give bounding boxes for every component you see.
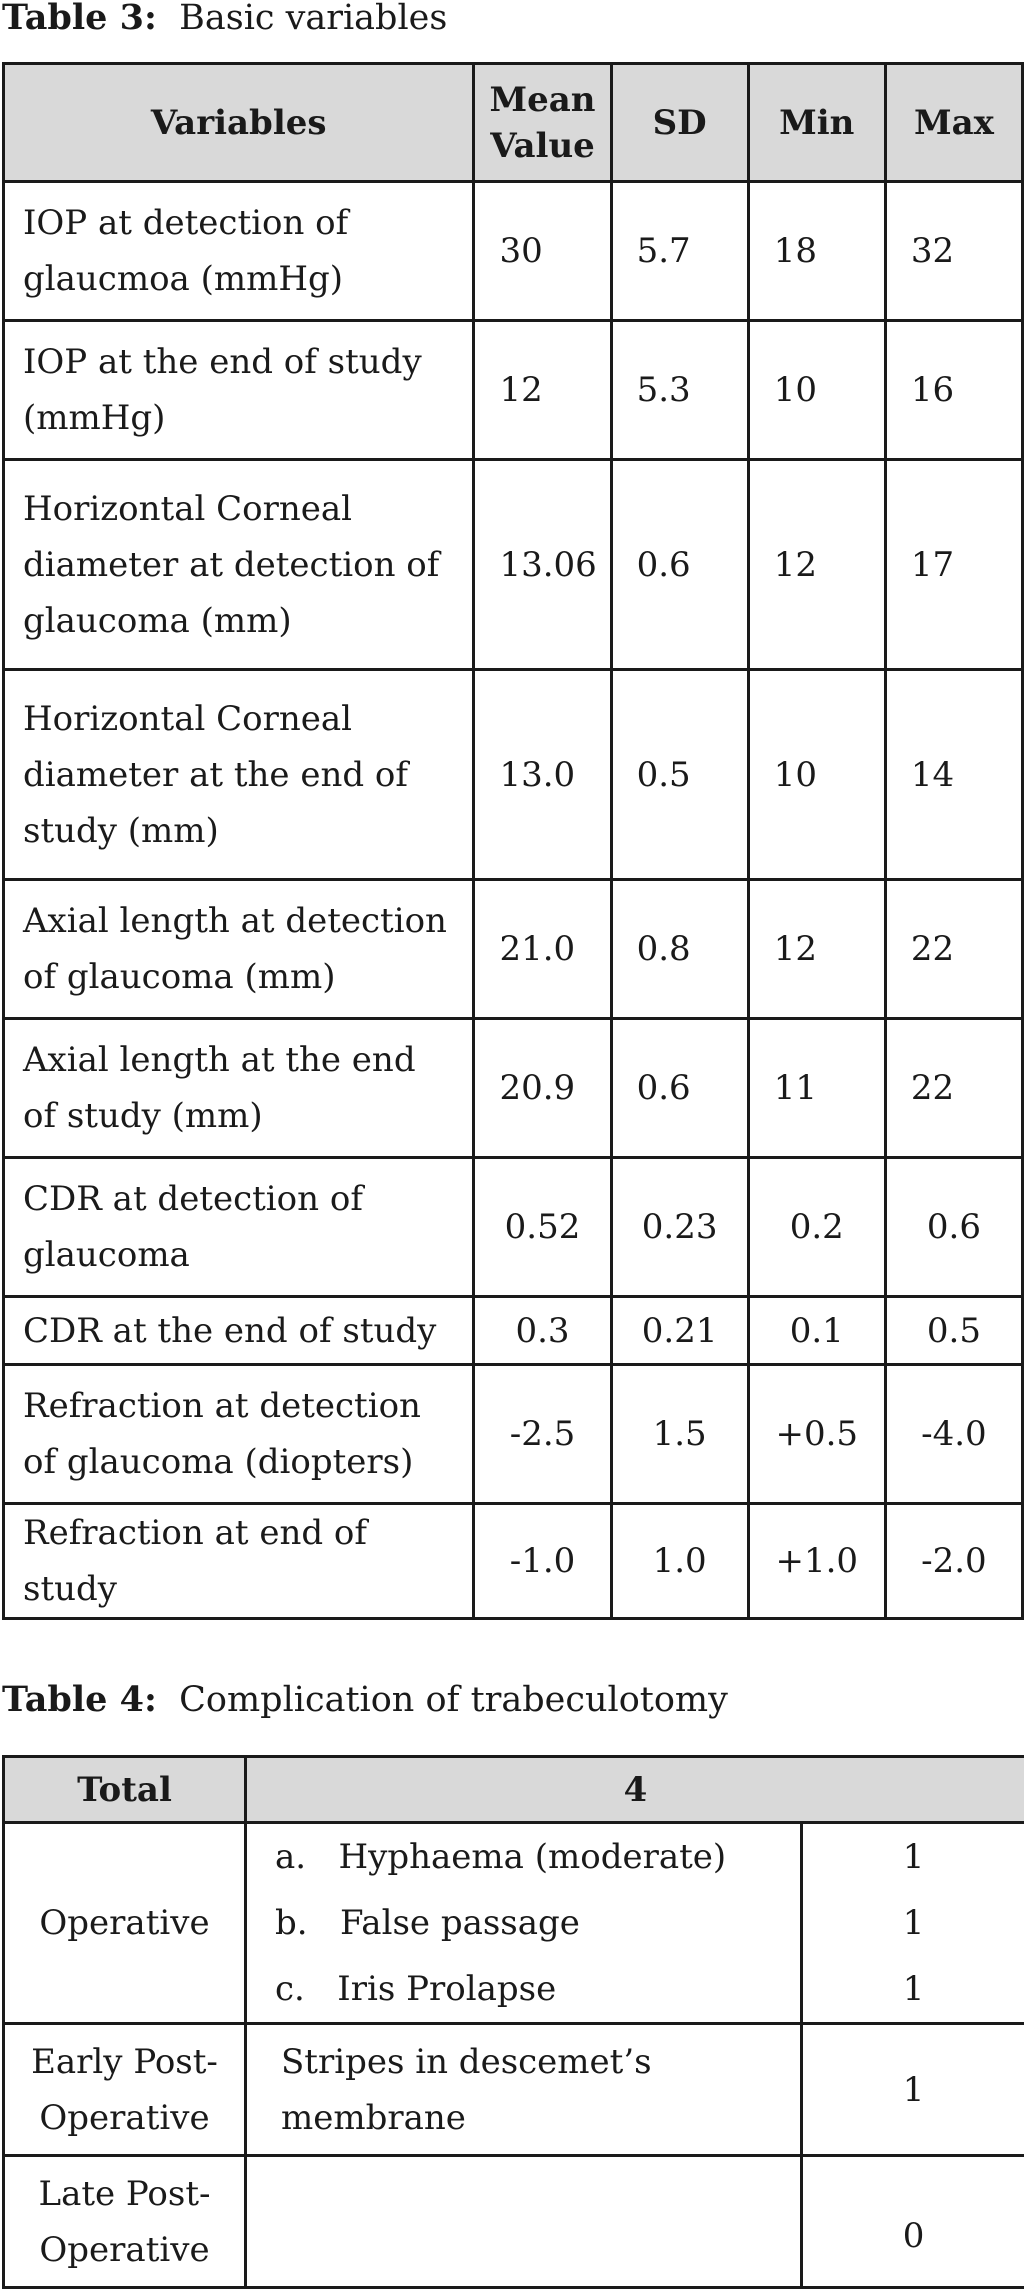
min-cell: 10: [748, 321, 885, 460]
table-row: [4, 1297, 1023, 1365]
mean-cell: 20.9: [474, 1019, 611, 1158]
sd-cell: 0.23: [611, 1158, 748, 1297]
max-cell: 0.5: [885, 1297, 1022, 1365]
late-post-operative-label: Late Post-Operative: [4, 2156, 246, 2288]
variable-cell: Horizontal Corneal diameter at the end of study (mm): [4, 670, 474, 880]
sd-cell: 5.7: [611, 182, 748, 321]
table4-caption: [2, 1682, 728, 1718]
table4-header-row: [4, 1757, 1024, 1823]
max-cell: 16: [885, 321, 1022, 460]
header-mean-value: Mean Value: [474, 64, 611, 182]
min-cell: +0.5: [748, 1365, 885, 1504]
basic-variables-table: [2, 62, 1024, 1620]
sd-cell: 0.6: [611, 460, 748, 670]
late-post-operative-row: [4, 2156, 1024, 2288]
table-row: [4, 880, 1023, 1019]
min-cell: 18: [748, 182, 885, 321]
sd-cell: 1.5: [611, 1365, 748, 1504]
mean-cell: 21.0: [474, 880, 611, 1019]
table4-caption-text: Complication of trabeculotomy: [179, 1680, 728, 1720]
item-text: False passage: [340, 1903, 580, 1943]
header-sd: SD: [611, 64, 748, 182]
item-letter: a.: [275, 1837, 306, 1877]
mean-cell: 0.3: [474, 1297, 611, 1365]
max-cell: 14: [885, 670, 1022, 880]
operative-items-cell: [246, 1823, 802, 2024]
header-variables: Variables: [4, 64, 474, 182]
variable-cell: Axial length at the end of study (mm): [4, 1019, 474, 1158]
item-count: 1: [803, 1824, 1024, 1890]
max-cell: -4.0: [885, 1365, 1022, 1504]
table3-caption: [2, 0, 447, 36]
operative-row: [4, 1823, 1024, 2024]
variable-cell: Refraction at end of study: [4, 1504, 474, 1619]
table-row: [4, 1158, 1023, 1297]
item-count: 1: [803, 1890, 1024, 1956]
table3-caption-text: Basic variables: [179, 0, 447, 38]
table-row: [4, 321, 1023, 460]
variable-cell: CDR at detection of glaucoma: [4, 1158, 474, 1297]
table4-caption-label: Table 4:: [2, 1679, 157, 1720]
item-count: 1: [803, 1956, 1024, 2022]
early-post-operative-row: [4, 2024, 1024, 2156]
header-total-value: 4: [246, 1757, 1024, 1823]
late-count: 0: [802, 2156, 1024, 2288]
late-item: [246, 2156, 802, 2288]
complications-table: [2, 1755, 1024, 2289]
mean-cell: -1.0: [474, 1504, 611, 1619]
mean-cell: -2.5: [474, 1365, 611, 1504]
min-cell: 0.1: [748, 1297, 885, 1365]
min-cell: 0.2: [748, 1158, 885, 1297]
min-cell: 11: [748, 1019, 885, 1158]
item-letter: c.: [275, 1969, 305, 2009]
list-item: [255, 1956, 792, 2022]
header-total: Total: [4, 1757, 246, 1823]
sd-cell: 0.5: [611, 670, 748, 880]
item-letter: b.: [275, 1903, 308, 1943]
item-text: Iris Prolapse: [337, 1969, 556, 2009]
item-text: Hyphaema (moderate): [339, 1837, 727, 1877]
mean-cell: 0.52: [474, 1158, 611, 1297]
variable-cell: Refraction at detection of glaucoma (diopters): [4, 1365, 474, 1504]
early-post-operative-label: Early Post-Operative: [4, 2024, 246, 2156]
list-item: [255, 1824, 792, 1890]
sd-cell: 0.6: [611, 1019, 748, 1158]
header-min: Min: [748, 64, 885, 182]
variable-cell: IOP at the end of study (mmHg): [4, 321, 474, 460]
table3-header-row: [4, 64, 1023, 182]
sd-cell: 0.21: [611, 1297, 748, 1365]
max-cell: 32: [885, 182, 1022, 321]
variable-cell: IOP at detection of glaucmoa (mmHg): [4, 182, 474, 321]
mean-cell: 12: [474, 321, 611, 460]
table-row: [4, 1504, 1023, 1619]
max-cell: 22: [885, 1019, 1022, 1158]
min-cell: +1.0: [748, 1504, 885, 1619]
mean-cell: 13.06: [474, 460, 611, 670]
early-count: 1: [802, 2024, 1024, 2156]
max-cell: 22: [885, 880, 1022, 1019]
max-cell: 17: [885, 460, 1022, 670]
table3-caption-label: Table 3:: [2, 0, 157, 38]
operative-label: Operative: [4, 1823, 246, 2024]
variable-cell: CDR at the end of study: [4, 1297, 474, 1365]
table-row: [4, 460, 1023, 670]
mean-cell: 30: [474, 182, 611, 321]
variable-cell: Axial length at detection of glaucoma (mm): [4, 880, 474, 1019]
list-item: [255, 1890, 792, 1956]
table-row: [4, 670, 1023, 880]
header-max: Max: [885, 64, 1022, 182]
sd-cell: 5.3: [611, 321, 748, 460]
variable-cell: Horizontal Corneal diameter at detection of glaucoma (mm): [4, 460, 474, 670]
min-cell: 10: [748, 670, 885, 880]
table-row: [4, 1019, 1023, 1158]
min-cell: 12: [748, 880, 885, 1019]
table-row: [4, 182, 1023, 321]
sd-cell: 0.8: [611, 880, 748, 1019]
early-item: Stripes in descemet’s membrane: [246, 2024, 802, 2156]
sd-cell: 1.0: [611, 1504, 748, 1619]
max-cell: -2.0: [885, 1504, 1022, 1619]
table-row: [4, 1365, 1023, 1504]
mean-cell: 13.0: [474, 670, 611, 880]
operative-counts-cell: [802, 1823, 1024, 2024]
min-cell: 12: [748, 460, 885, 670]
max-cell: 0.6: [885, 1158, 1022, 1297]
